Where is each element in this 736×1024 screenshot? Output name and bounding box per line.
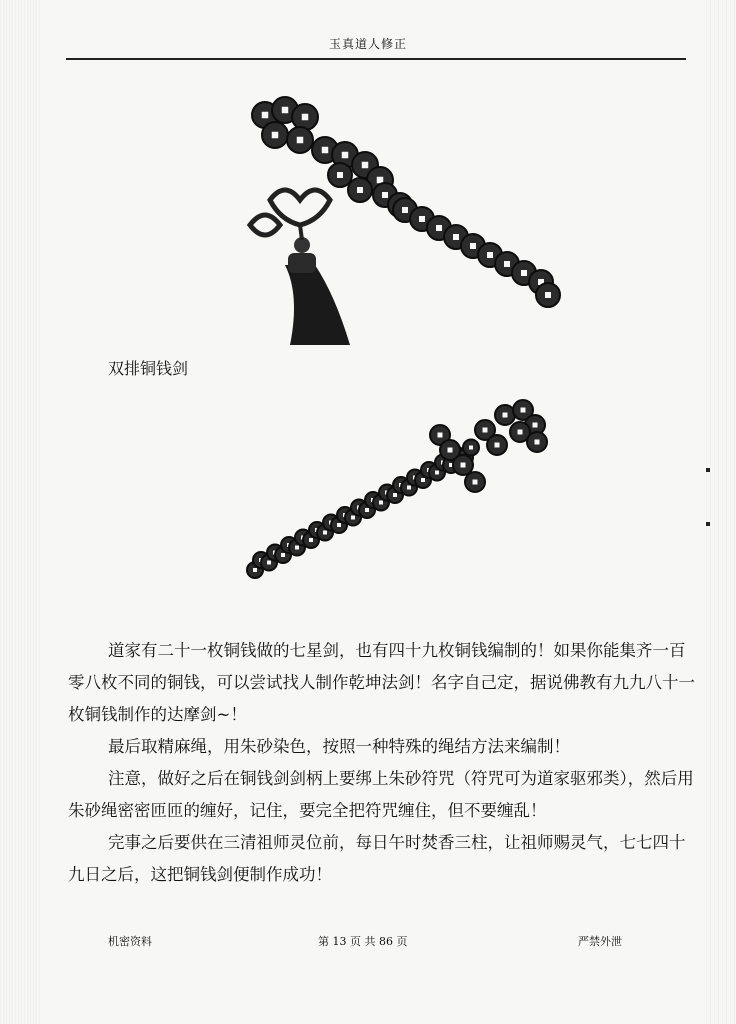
coin-hole: [322, 147, 329, 154]
coin-sword-image-2: [235, 390, 555, 590]
coin-hole: [302, 114, 309, 121]
coin-hole: [495, 443, 500, 448]
scan-noise-right: [706, 0, 736, 1024]
coin-hole: [545, 292, 551, 298]
footer-right: 严禁外泄: [578, 935, 622, 948]
paragraph: 最后取精麻绳，用朱砂染色，按照一种特殊的绳结方法来编制！: [108, 737, 570, 756]
coin-hole: [503, 413, 508, 418]
body-text: [68, 635, 698, 891]
coin-hole: [323, 531, 327, 535]
coin-hole: [436, 225, 442, 231]
coin-hole: [365, 508, 369, 512]
tassel: [250, 190, 350, 345]
footer-left: 机密资料: [108, 935, 152, 948]
coin-hole: [379, 501, 383, 505]
coin-hole: [262, 112, 269, 119]
coin-hole: [337, 172, 343, 178]
coin-hole: [393, 493, 397, 497]
coin-hole: [487, 252, 493, 258]
coin-hole: [382, 192, 388, 198]
coin-hole: [402, 207, 408, 213]
header-rule: [66, 58, 686, 60]
coin-hole: [282, 107, 289, 114]
coin-hole: [362, 162, 369, 169]
coin-sword-image-1: [230, 95, 570, 345]
image-caption: 双排铜钱剑: [108, 359, 189, 378]
coin-hole: [435, 471, 439, 475]
page-header-title: 玉真道人修正: [328, 37, 407, 51]
coin-hole: [357, 187, 363, 193]
coin-hole: [337, 523, 341, 527]
coin-hole: [351, 516, 355, 520]
coin-hole: [473, 480, 478, 485]
coin-hole: [533, 423, 538, 428]
coin-hole: [377, 177, 384, 184]
coin-hole: [407, 486, 411, 490]
coin-hole: [295, 546, 299, 550]
scan-mark: [706, 468, 710, 472]
coin-hole: [448, 448, 453, 453]
coin-hole: [453, 234, 459, 240]
coin-hole: [253, 568, 257, 572]
scan-mark: [706, 522, 710, 526]
coin-hole: [421, 478, 425, 482]
coin-hole: [419, 216, 425, 222]
coin-hole: [469, 446, 473, 450]
coin-hole: [518, 430, 523, 435]
scan-noise-left: [0, 0, 40, 1024]
paragraph: 完事之后要供在三清祖师灵位前，每日午时焚香三柱，让祖师赐灵气，七七四十九日之后，这把铜钱剑便制作成功！: [68, 833, 686, 884]
coin-hole: [504, 261, 510, 267]
coin-hole: [483, 428, 488, 433]
coin-hole: [521, 270, 527, 276]
coin-chain-double: [247, 400, 547, 578]
coin-hole: [272, 132, 279, 139]
coin-hole: [438, 433, 443, 438]
coin-hole: [470, 243, 476, 249]
paragraph: 道家有二十一枚铜钱做的七星剑，也有四十九枚铜钱编制的！如果你能集齐一百零八枚不同的铜钱，可以尝试找人制作乾坤法剑！名字自己定，据说佛教有九九八十一枚铜钱制作的达摩剑~！: [68, 641, 695, 724]
coin-hole: [342, 152, 349, 159]
footer-page-number: 第 13 页 共 86 页: [318, 935, 408, 948]
coin-hole: [309, 538, 313, 542]
coin-hole: [461, 463, 466, 468]
coin-hole: [521, 408, 526, 413]
paragraph: 注意，做好之后在铜钱剑剑柄上要绑上朱砂符咒（符咒可为道家驱邪类），然后用朱砂绳密密匝匝的缠好，记住，要完全把符咒缠住，但不要缠乱！: [68, 769, 694, 820]
coin-hole: [297, 137, 304, 144]
coin-hole: [281, 553, 285, 557]
coin-hole: [535, 440, 540, 445]
coin-hole: [267, 561, 271, 565]
